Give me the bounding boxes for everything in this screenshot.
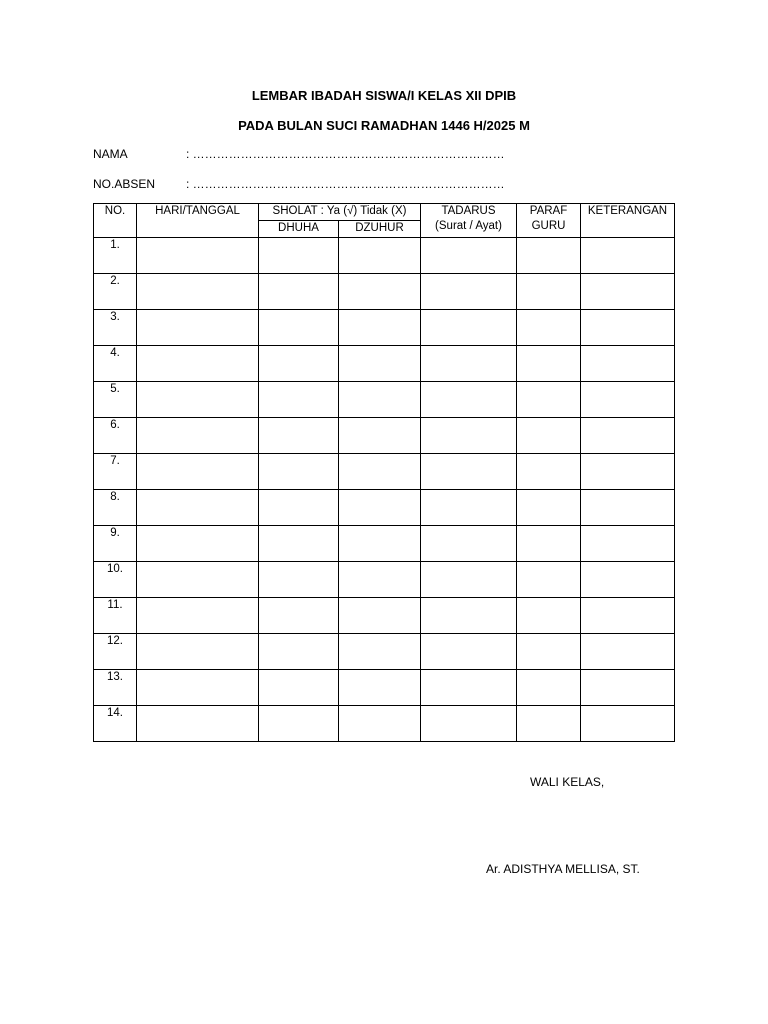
row-paraf	[517, 382, 581, 418]
row-tadarus	[421, 634, 517, 670]
row-keterangan	[581, 562, 675, 598]
row-tadarus	[421, 526, 517, 562]
table-row	[94, 454, 675, 490]
row-hari-tanggal	[137, 670, 259, 706]
header-no: NO.	[94, 204, 137, 238]
name-value: : ……………………………………………………………………	[186, 147, 505, 161]
row-dzuhur	[339, 490, 421, 526]
row-paraf	[517, 706, 581, 742]
row-paraf	[517, 598, 581, 634]
row-tadarus	[421, 382, 517, 418]
signature-name: Ar. ADISTHYA MELLISA, ST.	[486, 862, 640, 876]
row-number: 13.	[94, 670, 137, 706]
header-paraf	[517, 204, 581, 238]
row-dzuhur	[339, 454, 421, 490]
row-paraf	[517, 562, 581, 598]
row-number: 7.	[94, 454, 137, 490]
doc-title-line1: LEMBAR IBADAH SISWA/I KELAS XII DPIB	[251, 88, 517, 103]
row-number: 1.	[94, 238, 137, 274]
header-paraf-label: PARAF	[529, 205, 568, 217]
table-row	[94, 418, 675, 454]
header-tadarus	[421, 204, 517, 238]
row-tadarus	[421, 598, 517, 634]
row-tadarus	[421, 454, 517, 490]
row-number: 3.	[94, 310, 137, 346]
absen-value: : ……………………………………………………………………	[186, 177, 505, 191]
row-paraf	[517, 454, 581, 490]
header-tadarus-sub: (Surat / Ayat)	[435, 220, 502, 232]
row-hari-tanggal	[137, 706, 259, 742]
table-row	[94, 670, 675, 706]
row-dhuha	[259, 634, 339, 670]
row-hari-tanggal	[137, 490, 259, 526]
row-dzuhur	[339, 670, 421, 706]
row-keterangan	[581, 346, 675, 382]
row-number: 6.	[94, 418, 137, 454]
row-number: 9.	[94, 526, 137, 562]
row-keterangan	[581, 490, 675, 526]
row-dzuhur	[339, 706, 421, 742]
row-dhuha	[259, 490, 339, 526]
row-tadarus	[421, 346, 517, 382]
header-sholat: SHOLAT : Ya (√) Tidak (X)	[259, 204, 421, 221]
row-dhuha	[259, 706, 339, 742]
row-paraf	[517, 634, 581, 670]
header-paraf-sub: GURU	[531, 220, 566, 232]
row-number: 8.	[94, 490, 137, 526]
table-row	[94, 274, 675, 310]
table-row	[94, 598, 675, 634]
row-dhuha	[259, 238, 339, 274]
absen-field	[93, 177, 505, 191]
row-dzuhur	[339, 346, 421, 382]
signature-title: WALI KELAS,	[530, 775, 605, 789]
row-keterangan	[581, 310, 675, 346]
header-hari-tanggal: HARI/TANGGAL	[137, 204, 259, 238]
table-row	[94, 562, 675, 598]
table-row	[94, 238, 675, 274]
row-dhuha	[259, 670, 339, 706]
header-dzuhur: DZUHUR	[339, 221, 421, 238]
row-tadarus	[421, 562, 517, 598]
row-paraf	[517, 346, 581, 382]
row-hari-tanggal	[137, 274, 259, 310]
table-row	[94, 706, 675, 742]
row-dzuhur	[339, 562, 421, 598]
row-paraf	[517, 670, 581, 706]
header-tadarus-label: TADARUS	[441, 205, 496, 217]
row-hari-tanggal	[137, 598, 259, 634]
row-number: 12.	[94, 634, 137, 670]
row-number: 4.	[94, 346, 137, 382]
absen-label: NO.ABSEN	[93, 177, 156, 191]
table-row	[94, 382, 675, 418]
doc-title-line2: PADA BULAN SUCI RAMADHAN 1446 H/2025 M	[238, 118, 530, 133]
row-paraf	[517, 490, 581, 526]
row-dhuha	[259, 454, 339, 490]
row-hari-tanggal	[137, 418, 259, 454]
row-tadarus	[421, 274, 517, 310]
row-number: 14.	[94, 706, 137, 742]
row-hari-tanggal	[137, 346, 259, 382]
name-field	[93, 147, 505, 161]
row-dzuhur	[339, 274, 421, 310]
row-keterangan	[581, 670, 675, 706]
row-dhuha	[259, 310, 339, 346]
row-dhuha	[259, 274, 339, 310]
row-tadarus	[421, 670, 517, 706]
row-dzuhur	[339, 238, 421, 274]
row-paraf	[517, 418, 581, 454]
row-paraf	[517, 526, 581, 562]
table-row	[94, 310, 675, 346]
row-dzuhur	[339, 382, 421, 418]
row-tadarus	[421, 490, 517, 526]
row-keterangan	[581, 706, 675, 742]
row-paraf	[517, 238, 581, 274]
row-dhuha	[259, 382, 339, 418]
row-dzuhur	[339, 526, 421, 562]
row-hari-tanggal	[137, 382, 259, 418]
row-dhuha	[259, 418, 339, 454]
header-keterangan: KETERANGAN	[581, 204, 675, 238]
row-keterangan	[581, 418, 675, 454]
row-keterangan	[581, 526, 675, 562]
table-row	[94, 346, 675, 382]
name-label: NAMA	[93, 147, 128, 161]
table-row	[94, 634, 675, 670]
worship-table	[93, 203, 675, 742]
row-hari-tanggal	[137, 310, 259, 346]
row-hari-tanggal	[137, 634, 259, 670]
row-number: 11.	[94, 598, 137, 634]
row-hari-tanggal	[137, 562, 259, 598]
row-dzuhur	[339, 598, 421, 634]
row-number: 2.	[94, 274, 137, 310]
row-paraf	[517, 274, 581, 310]
row-hari-tanggal	[137, 238, 259, 274]
row-dzuhur	[339, 634, 421, 670]
row-number: 10.	[94, 562, 137, 598]
row-hari-tanggal	[137, 526, 259, 562]
row-tadarus	[421, 706, 517, 742]
table-row	[94, 490, 675, 526]
row-tadarus	[421, 310, 517, 346]
row-dzuhur	[339, 418, 421, 454]
row-keterangan	[581, 238, 675, 274]
row-number: 5.	[94, 382, 137, 418]
row-paraf	[517, 310, 581, 346]
row-dhuha	[259, 346, 339, 382]
header-dhuha: DHUHA	[259, 221, 339, 238]
row-keterangan	[581, 274, 675, 310]
row-keterangan	[581, 382, 675, 418]
row-dhuha	[259, 562, 339, 598]
row-dhuha	[259, 526, 339, 562]
row-tadarus	[421, 238, 517, 274]
row-keterangan	[581, 634, 675, 670]
row-tadarus	[421, 418, 517, 454]
row-keterangan	[581, 598, 675, 634]
row-keterangan	[581, 454, 675, 490]
table-row	[94, 526, 675, 562]
row-dzuhur	[339, 310, 421, 346]
row-dhuha	[259, 598, 339, 634]
row-hari-tanggal	[137, 454, 259, 490]
